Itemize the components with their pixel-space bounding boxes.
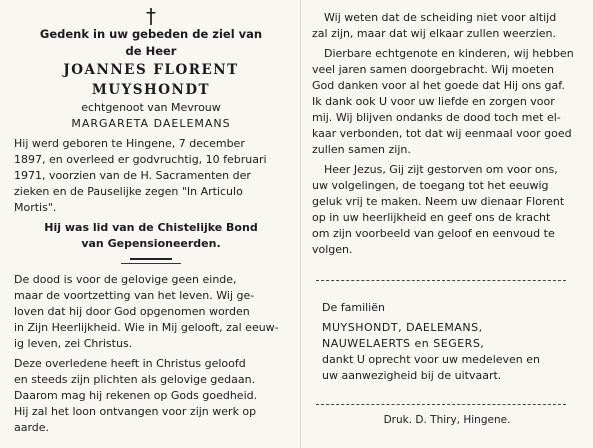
spouse-line: echtgenoot van Mevrouw [81, 101, 221, 114]
family-names-2: NAUWELAERTS en SEGERS, [322, 337, 485, 350]
right-paragraph-3: Heer Jezus, Gij zijt gestorven om voor ons, uw volgelingen, de toegang tot het eeuwig geluk vrij te maken. Neem uw dienaar Florent op in uw heerlijkheid en geef ons de kracht om zijn voorbeeld van geloof en eenvoud te volgen. [312, 163, 565, 256]
cross-icon: † [146, 4, 156, 28]
deceased-name: JOANNES FLORENT MUYSHONDT [63, 62, 239, 98]
family-names: MUYSHONDT, DAELEMANS, [322, 321, 483, 334]
printer-credit: Druk. D. Thiry, Hingene. [383, 414, 511, 426]
family-thanks: De familiën MUYSHONDT, DAELEMANS, NAUWELAERTS en SEGERS, dankt U oprecht voor uw medeleven en uw aanwezigheid bij de uitvaart. [312, 300, 582, 384]
spouse-name: MARGARETA DAELEMANS [71, 117, 231, 130]
bio-paragraph: Hij werd geboren te Hingene, 7 december 1897, en overleed er godvruchtig, 10 februari 1971, voorzien van de H. Sacramenten der zieken en de Pauselijke zegen "In Articulo Mortis". [14, 137, 267, 214]
right-paragraph-2: Dierbare echtgenote en kinderen, wij hebben veel jaren samen doorgebracht. Wij moeten God danken voor al het goede dat Hij ons gaf. Ik dank ook U voor uw liefde en zorgen voor mij. Wij blijven ondanks de dood toch met el- kaar verbonden, tot dat wij eenmaal voor goed zullen samen zijn. [312, 47, 574, 156]
family-intro: De familiën [322, 301, 385, 314]
left-panel [14, 6, 288, 436]
paragraph-2: Deze overledene heeft in Christus geloofd en steeds zijn plichten als gelovige gedaan. Daarom mag hij rekenen op Gods goedheid. Hij zal het loon ontvangen voor zijn werk op aarde. [14, 357, 258, 434]
paragraph-1: De dood is voor de gelovige geen einde, maar de voortzetting van het leven. Wij ge- loven dat hij door God opgenomen worden in Zijn Heerlijkheid. Wie in Mij gelooft, zal eeuw- ig leven, zei Christus. [14, 273, 279, 350]
right-panel [312, 6, 582, 428]
fold-line [300, 0, 301, 448]
intro-line: Gedenk in uw gebeden de ziel van [39, 27, 263, 41]
right-paragraph-1: Wij weten dat de scheiding niet voor altijd zal zijn, maar dat wij elkaar zullen weerzien. [312, 11, 557, 40]
intro-line-2: de Heer [125, 44, 177, 58]
membership-note: Hij was lid van de Chistelijke Bond van Gepensioneerden. [44, 221, 258, 250]
